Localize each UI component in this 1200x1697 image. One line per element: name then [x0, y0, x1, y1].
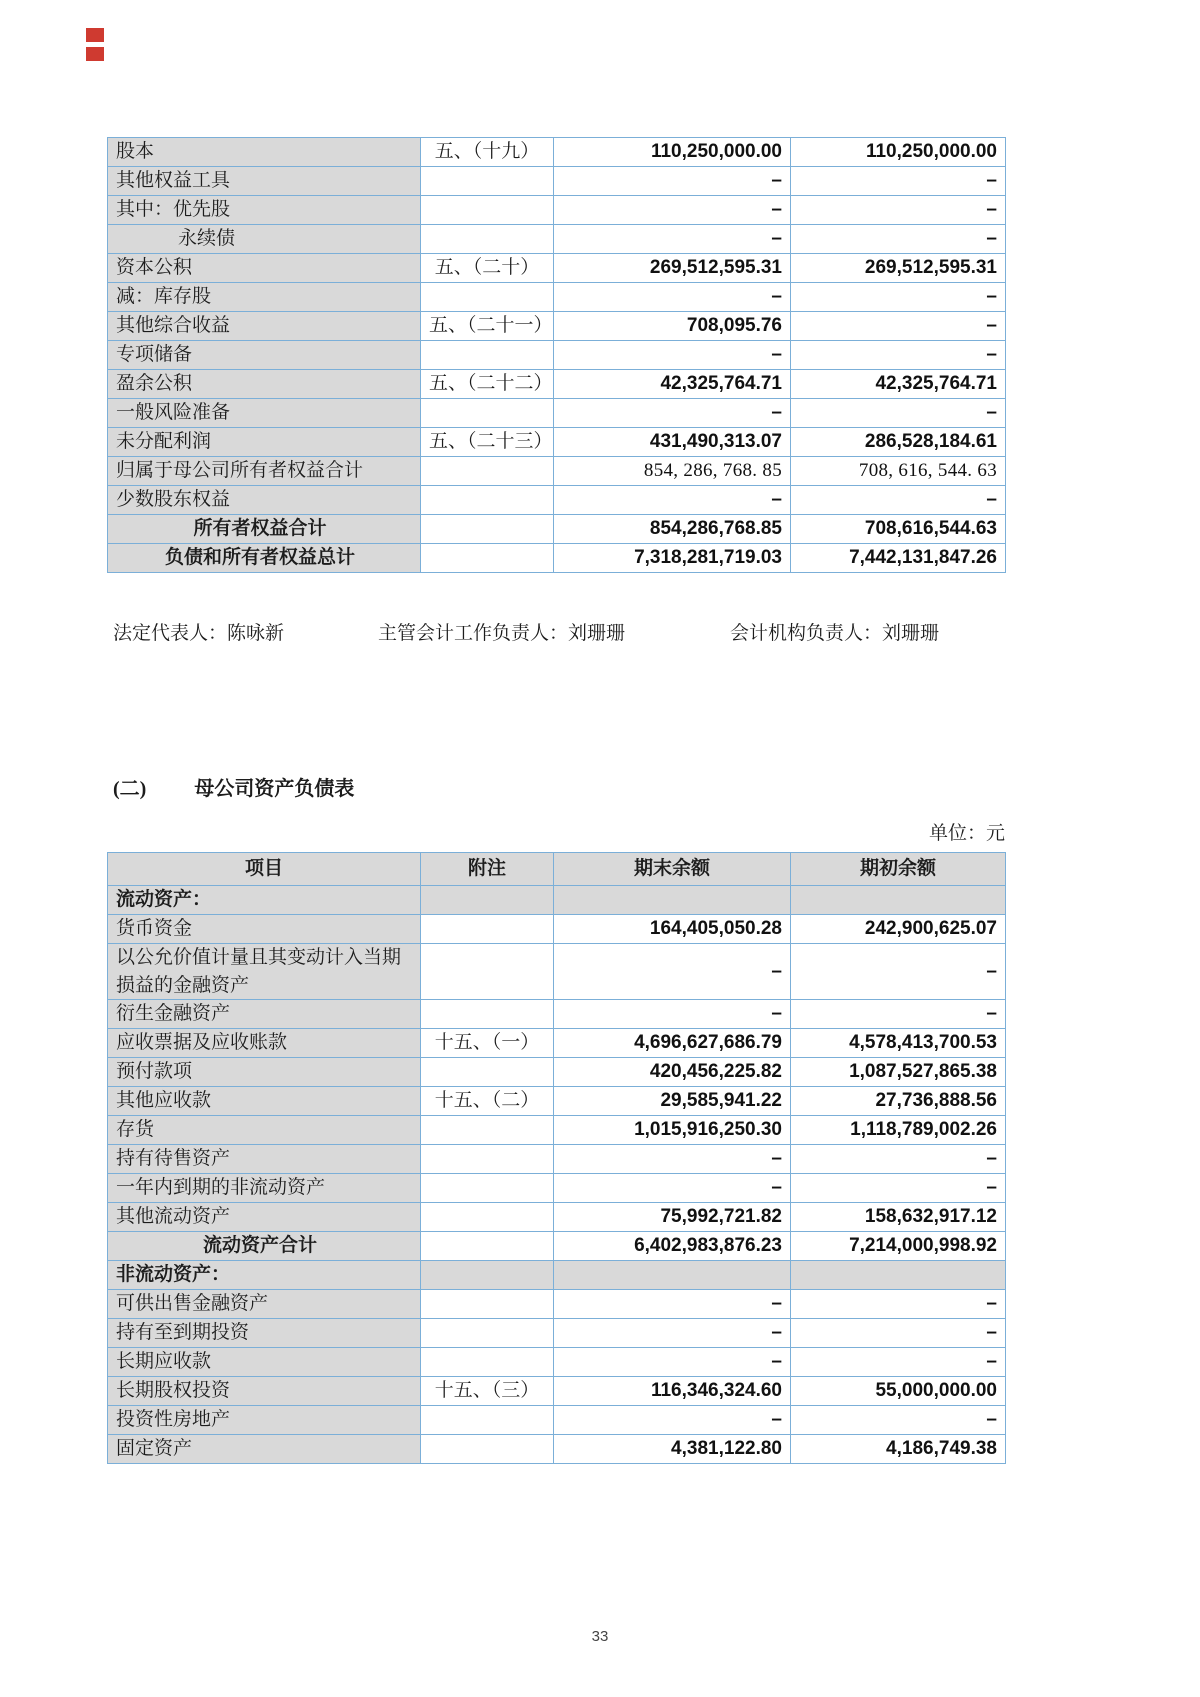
row-item-label: 固定资产	[108, 1435, 421, 1464]
row-item-label: 持有待售资产	[108, 1145, 421, 1174]
row-ending-balance: 708,095.76	[554, 312, 791, 341]
row-beginning-balance: –	[791, 167, 1006, 196]
table-row	[108, 341, 1006, 370]
row-beginning-balance: 110,250,000.00	[791, 138, 1006, 167]
row-item-label: 存货	[108, 1116, 421, 1145]
balance-sheet-header	[108, 853, 1006, 886]
row-ending-balance: 854, 286, 768. 85	[554, 457, 791, 486]
row-ending-balance: –	[554, 1348, 791, 1377]
row-item-label: 减：库存股	[108, 283, 421, 312]
row-ending-balance: 42,325,764.71	[554, 370, 791, 399]
row-note	[421, 515, 554, 544]
table-row	[108, 1261, 1006, 1290]
row-item-label: 非流动资产：	[108, 1261, 421, 1290]
row-beginning-balance: –	[791, 196, 1006, 225]
table-row	[108, 1058, 1006, 1087]
row-ending-balance: –	[554, 225, 791, 254]
row-beginning-balance: 7,442,131,847.26	[791, 544, 1006, 573]
row-item-label: 永续债	[108, 225, 421, 254]
row-ending-balance: –	[554, 1290, 791, 1319]
row-item-label: 可供出售金融资产	[108, 1290, 421, 1319]
row-ending-balance: 1,015,916,250.30	[554, 1116, 791, 1145]
row-ending-balance: –	[554, 1000, 791, 1029]
section-title: 母公司资产负债表	[194, 778, 355, 800]
row-beginning-balance: 7,214,000,998.92	[791, 1232, 1006, 1261]
row-note	[421, 1319, 554, 1348]
row-ending-balance: 4,381,122.80	[554, 1435, 791, 1464]
row-item-label: 其中：优先股	[108, 196, 421, 225]
row-ending-balance: 164,405,050.28	[554, 915, 791, 944]
row-beginning-balance: 55,000,000.00	[791, 1377, 1006, 1406]
table-row	[108, 1174, 1006, 1203]
row-note	[421, 1116, 554, 1145]
row-ending-balance: 431,490,313.07	[554, 428, 791, 457]
table-row	[108, 1000, 1006, 1029]
table-row	[108, 1319, 1006, 1348]
table-row	[108, 1232, 1006, 1261]
row-beginning-balance: –	[791, 1145, 1006, 1174]
row-beginning-balance: 42,325,764.71	[791, 370, 1006, 399]
page-number: 33	[591, 1628, 609, 1645]
row-note	[421, 457, 554, 486]
row-ending-balance: 420,456,225.82	[554, 1058, 791, 1087]
row-ending-balance: –	[554, 486, 791, 515]
red-stamp-mark	[86, 28, 106, 64]
parent-balance-sheet-table	[107, 852, 1006, 1464]
row-beginning-balance: –	[791, 225, 1006, 254]
row-beginning-balance: –	[791, 399, 1006, 428]
row-beginning-balance: 269,512,595.31	[791, 254, 1006, 283]
red-stamp-block-bottom	[86, 47, 104, 61]
row-beginning-balance: –	[791, 944, 1006, 1000]
row-note: 十五、（二）	[421, 1087, 554, 1116]
row-note: 五、（二十一）	[421, 312, 554, 341]
table-row	[108, 138, 1006, 167]
row-item-label: 归属于母公司所有者权益合计	[108, 457, 421, 486]
table-row	[108, 1377, 1006, 1406]
row-item-label: 衍生金融资产	[108, 1000, 421, 1029]
row-note	[421, 1203, 554, 1232]
row-note	[421, 1261, 554, 1290]
row-item-label: 所有者权益合计	[108, 515, 421, 544]
table-row	[108, 1406, 1006, 1435]
row-beginning-balance: –	[791, 486, 1006, 515]
row-note: 五、（二十）	[421, 254, 554, 283]
row-note	[421, 486, 554, 515]
row-note	[421, 196, 554, 225]
table-row	[108, 283, 1006, 312]
row-item-label: 流动资产：	[108, 886, 421, 915]
row-beginning-balance: 286,528,184.61	[791, 428, 1006, 457]
row-note	[421, 1174, 554, 1203]
row-item-label: 货币资金	[108, 915, 421, 944]
row-note: 五、（二十三）	[421, 428, 554, 457]
table-row	[108, 944, 1006, 1000]
row-ending-balance: –	[554, 1174, 791, 1203]
row-item-label: 预付款项	[108, 1058, 421, 1087]
row-ending-balance: 116,346,324.60	[554, 1377, 791, 1406]
table-row	[108, 312, 1006, 341]
table-row	[108, 544, 1006, 573]
row-item-label: 专项储备	[108, 341, 421, 370]
row-beginning-balance: –	[791, 1319, 1006, 1348]
row-item-label: 一般风险准备	[108, 399, 421, 428]
row-item-label: 其他综合收益	[108, 312, 421, 341]
row-note	[421, 915, 554, 944]
unit-label: 单位：元	[928, 823, 1005, 844]
row-ending-balance: 854,286,768.85	[554, 515, 791, 544]
table-row	[108, 1435, 1006, 1464]
row-beginning-balance: 4,186,749.38	[791, 1435, 1006, 1464]
row-note	[421, 1232, 554, 1261]
table-row	[108, 1116, 1006, 1145]
row-ending-balance: –	[554, 1145, 791, 1174]
table-row	[108, 1087, 1006, 1116]
row-note	[421, 1290, 554, 1319]
row-beginning-balance	[791, 886, 1006, 915]
row-beginning-balance: –	[791, 1406, 1006, 1435]
table-row	[108, 486, 1006, 515]
row-item-label: 未分配利润	[108, 428, 421, 457]
row-note	[421, 1058, 554, 1087]
row-beginning-balance	[791, 1261, 1006, 1290]
equity-table-body	[108, 138, 1006, 573]
row-note	[421, 1435, 554, 1464]
row-item-label: 少数股东权益	[108, 486, 421, 515]
table-row	[108, 399, 1006, 428]
row-beginning-balance: –	[791, 312, 1006, 341]
table-row	[108, 1290, 1006, 1319]
row-note	[421, 1348, 554, 1377]
row-ending-balance: –	[554, 283, 791, 312]
row-item-label: 一年内到期的非流动资产	[108, 1174, 421, 1203]
row-beginning-balance: 158,632,917.12	[791, 1203, 1006, 1232]
row-note	[421, 886, 554, 915]
row-beginning-balance: –	[791, 1174, 1006, 1203]
accounting-head: 会计机构负责人：刘珊珊	[730, 623, 940, 644]
table-row	[108, 167, 1006, 196]
row-beginning-balance: 4,578,413,700.53	[791, 1029, 1006, 1058]
row-item-label: 应收票据及应收账款	[108, 1029, 421, 1058]
row-item-label: 其他权益工具	[108, 167, 421, 196]
row-beginning-balance: 1,087,527,865.38	[791, 1058, 1006, 1087]
table-row	[108, 428, 1006, 457]
row-note: 十五、（一）	[421, 1029, 554, 1058]
row-beginning-balance: –	[791, 1000, 1006, 1029]
row-item-label: 盈余公积	[108, 370, 421, 399]
signature-line	[0, 618, 1200, 648]
row-ending-balance	[554, 1261, 791, 1290]
row-item-label: 其他流动资产	[108, 1203, 421, 1232]
row-note	[421, 283, 554, 312]
chief-accountant: 主管会计工作负责人：刘珊珊	[378, 623, 626, 644]
table-row	[108, 370, 1006, 399]
row-note	[421, 1406, 554, 1435]
row-item-label: 持有至到期投资	[108, 1319, 421, 1348]
row-ending-balance: 29,585,941.22	[554, 1087, 791, 1116]
row-note	[421, 1000, 554, 1029]
header-row	[108, 853, 1006, 886]
legal-representative: 法定代表人：陈咏新	[113, 623, 285, 644]
equity-balance-table	[107, 137, 1006, 573]
red-stamp-block-top	[86, 28, 104, 42]
row-ending-balance: –	[554, 1319, 791, 1348]
row-note	[421, 944, 554, 1000]
row-note	[421, 1145, 554, 1174]
header-note: 附注	[421, 853, 554, 886]
row-item-label: 以公允价值计量且其变动计入当期损益的金融资产	[108, 944, 421, 1000]
row-beginning-balance: 708,616,544.63	[791, 515, 1006, 544]
row-ending-balance: 75,992,721.82	[554, 1203, 791, 1232]
row-ending-balance: –	[554, 167, 791, 196]
row-beginning-balance: 1,118,789,002.26	[791, 1116, 1006, 1145]
row-ending-balance: 4,696,627,686.79	[554, 1029, 791, 1058]
header-item: 项目	[108, 853, 421, 886]
row-ending-balance: 110,250,000.00	[554, 138, 791, 167]
row-beginning-balance: 27,736,888.56	[791, 1087, 1006, 1116]
row-ending-balance: 6,402,983,876.23	[554, 1232, 791, 1261]
row-note	[421, 167, 554, 196]
balance-sheet-body	[108, 886, 1006, 1464]
row-item-label: 股本	[108, 138, 421, 167]
table-row	[108, 515, 1006, 544]
table-row	[108, 196, 1006, 225]
row-note	[421, 225, 554, 254]
row-item-label: 投资性房地产	[108, 1406, 421, 1435]
row-beginning-balance: 242,900,625.07	[791, 915, 1006, 944]
section-number: (二)	[113, 778, 147, 800]
row-ending-balance: –	[554, 1406, 791, 1435]
row-beginning-balance: –	[791, 1348, 1006, 1377]
row-note	[421, 544, 554, 573]
header-ending-balance: 期末余额	[554, 853, 791, 886]
row-item-label: 长期应收款	[108, 1348, 421, 1377]
row-ending-balance: –	[554, 944, 791, 1000]
row-note	[421, 341, 554, 370]
row-item-label: 其他应收款	[108, 1087, 421, 1116]
header-beginning-balance: 期初余额	[791, 853, 1006, 886]
row-item-label: 负债和所有者权益总计	[108, 544, 421, 573]
row-ending-balance: –	[554, 399, 791, 428]
table-row	[108, 457, 1006, 486]
table-row	[108, 1029, 1006, 1058]
row-ending-balance: 7,318,281,719.03	[554, 544, 791, 573]
row-beginning-balance: –	[791, 341, 1006, 370]
row-ending-balance: –	[554, 341, 791, 370]
row-beginning-balance: –	[791, 1290, 1006, 1319]
row-note: 五、（十九）	[421, 138, 554, 167]
table-row	[108, 886, 1006, 915]
table-row	[108, 225, 1006, 254]
table-row	[108, 254, 1006, 283]
section-heading	[113, 772, 354, 801]
table-row	[108, 1145, 1006, 1174]
row-item-label: 资本公积	[108, 254, 421, 283]
row-ending-balance: –	[554, 196, 791, 225]
row-ending-balance	[554, 886, 791, 915]
row-note: 五、（二十二）	[421, 370, 554, 399]
table-row	[108, 1348, 1006, 1377]
row-item-label: 流动资产合计	[108, 1232, 421, 1261]
table-row	[108, 915, 1006, 944]
row-beginning-balance: –	[791, 283, 1006, 312]
row-item-label: 长期股权投资	[108, 1377, 421, 1406]
row-note	[421, 399, 554, 428]
row-beginning-balance: 708, 616, 544. 63	[791, 457, 1006, 486]
row-note: 十五、（三）	[421, 1377, 554, 1406]
row-ending-balance: 269,512,595.31	[554, 254, 791, 283]
table-row	[108, 1203, 1006, 1232]
